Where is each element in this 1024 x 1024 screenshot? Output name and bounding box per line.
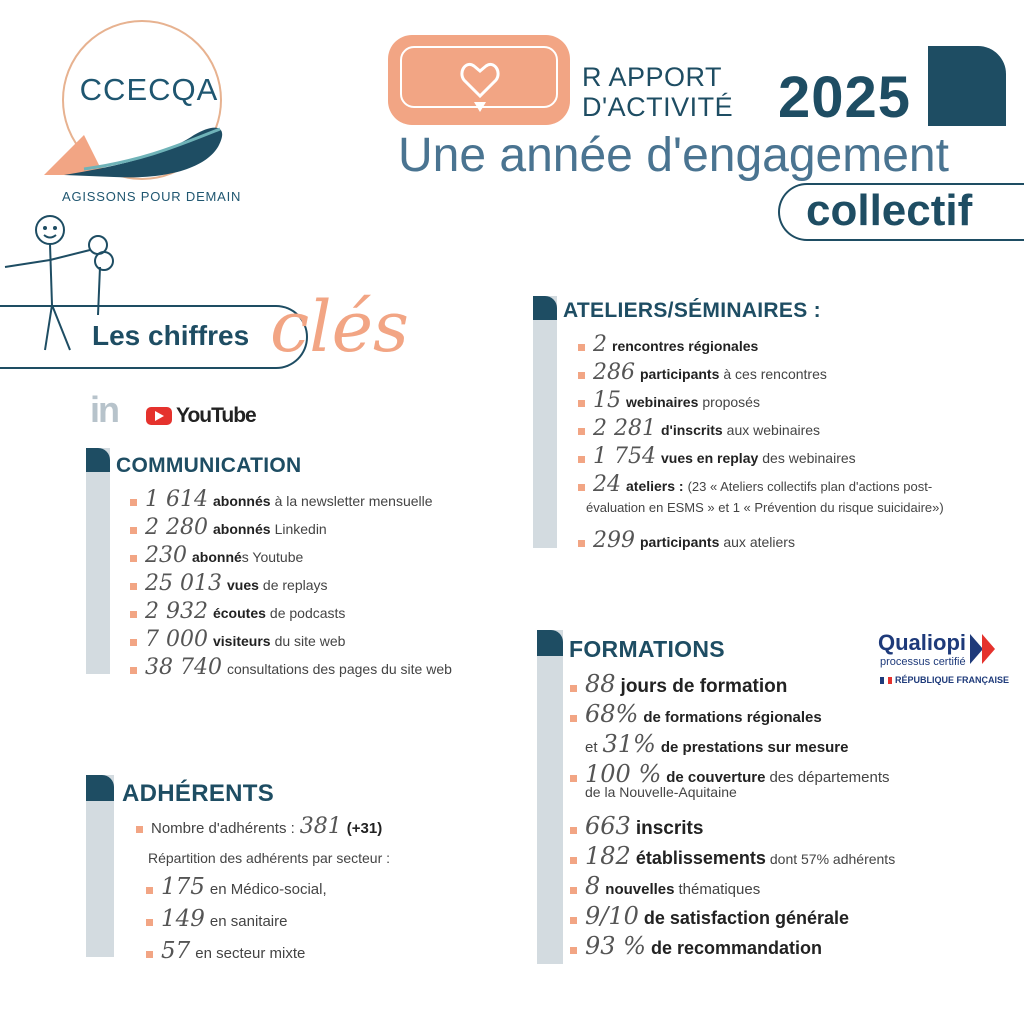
bullet bbox=[130, 527, 137, 534]
bullet bbox=[146, 919, 153, 926]
item-number: 100 % bbox=[585, 760, 662, 788]
adherents-total bbox=[136, 814, 386, 839]
list-item-continuation bbox=[578, 500, 944, 528]
list-item bbox=[570, 932, 895, 962]
bullet bbox=[130, 499, 137, 506]
report-line1: R APPORT bbox=[582, 62, 723, 92]
ateliers-bar-head bbox=[533, 296, 557, 320]
formations-bar bbox=[537, 630, 563, 964]
logo-tagline: AGISSONS POUR DEMAIN bbox=[62, 189, 242, 204]
bullet bbox=[130, 639, 137, 646]
list-item bbox=[578, 416, 944, 444]
item-bold: d'inscrits bbox=[660, 422, 723, 438]
bullet bbox=[136, 826, 143, 833]
communication-title: COMMUNICATION bbox=[116, 454, 302, 477]
item-number: 68% bbox=[585, 700, 639, 728]
bullet bbox=[570, 917, 577, 924]
qualiopi-title: Qualiopi bbox=[878, 630, 966, 655]
key-figures-title: Les chiffres bbox=[92, 320, 250, 351]
bullet bbox=[130, 611, 137, 618]
item-bold: nouvelles bbox=[605, 881, 675, 898]
flag-red bbox=[888, 677, 892, 684]
communication-list bbox=[130, 487, 452, 683]
total-number: 381 bbox=[299, 814, 342, 839]
linkedin-logo: in bbox=[90, 389, 118, 430]
item-number: 2 280 bbox=[145, 515, 208, 540]
headline: Une année d'engagement bbox=[398, 129, 949, 182]
list-item bbox=[146, 906, 327, 938]
list-item bbox=[130, 571, 452, 599]
adherents-bar-head bbox=[86, 775, 114, 801]
item-bold: abonné bbox=[192, 549, 242, 565]
item-text: (23 « Ateliers collectifs plan d'actions post- bbox=[687, 479, 933, 494]
list-item bbox=[130, 543, 452, 571]
bullet bbox=[570, 887, 577, 894]
sectors-list bbox=[146, 874, 327, 970]
item-bold: de recommandation bbox=[650, 938, 823, 958]
bullet bbox=[570, 827, 577, 834]
item-number: 149 bbox=[161, 906, 205, 932]
item-text: en sanitaire bbox=[209, 913, 288, 930]
key-figures-accent: clés bbox=[270, 286, 409, 368]
item-text: consultations des pages du site web bbox=[226, 661, 452, 677]
republique-francaise bbox=[880, 675, 1009, 685]
ateliers-bar bbox=[533, 296, 557, 548]
list-item bbox=[130, 515, 452, 543]
item-text: s Youtube bbox=[241, 549, 304, 565]
logo-name: CCECQA bbox=[79, 72, 219, 107]
total-delta: (+31) bbox=[346, 820, 383, 837]
list-item bbox=[570, 902, 895, 932]
item-number: 15 bbox=[593, 388, 621, 413]
list-item bbox=[130, 599, 452, 627]
item-number: 25 013 bbox=[145, 571, 222, 596]
youtube-play-icon bbox=[155, 411, 164, 421]
item-number: 88 bbox=[585, 670, 616, 698]
formations-bar-head bbox=[537, 630, 563, 656]
adherents-title: ADHÉRENTS bbox=[122, 780, 275, 807]
bullet bbox=[570, 947, 577, 954]
item-bold: vues bbox=[226, 577, 259, 593]
item-number: 24 bbox=[593, 472, 621, 497]
list-item-continuation bbox=[570, 784, 895, 812]
qualiopi-subtitle: processus certifié bbox=[880, 656, 966, 668]
item-bold: abonnés bbox=[212, 493, 271, 509]
list-item bbox=[570, 670, 895, 700]
list-item bbox=[570, 760, 895, 788]
item-bold: participants bbox=[640, 366, 720, 382]
item-text: à la newsletter mensuelle bbox=[274, 493, 433, 509]
item-text: proposés bbox=[702, 394, 760, 410]
item-text: thématiques bbox=[678, 881, 761, 898]
list-item bbox=[578, 444, 944, 472]
list-item bbox=[570, 872, 895, 902]
item-number: 57 bbox=[161, 938, 191, 964]
item-number: 299 bbox=[593, 528, 635, 553]
item-prefix: et bbox=[585, 739, 598, 756]
item-number: 93 % bbox=[585, 932, 646, 960]
qualiopi-arrows-icon bbox=[970, 634, 998, 664]
list-item bbox=[578, 472, 944, 500]
item-bold: rencontres régionales bbox=[612, 338, 759, 354]
republique-label: RÉPUBLIQUE FRANÇAISE bbox=[895, 675, 1010, 685]
item-number: 286 bbox=[593, 360, 635, 385]
bullet bbox=[146, 951, 153, 958]
item-bold: écoutes bbox=[212, 605, 266, 621]
list-item bbox=[570, 730, 895, 760]
bullet bbox=[570, 775, 577, 782]
list-item bbox=[578, 360, 944, 388]
formations-title: FORMATIONS bbox=[569, 636, 725, 662]
list-item bbox=[570, 700, 895, 730]
item-text: aux webinaires bbox=[726, 422, 821, 438]
bullet bbox=[578, 540, 585, 547]
item-number: 2 281 bbox=[593, 416, 656, 441]
item-number: 9/10 bbox=[585, 902, 639, 930]
headline-collectif: collectif bbox=[806, 186, 973, 235]
item-bold: vues en replay bbox=[660, 450, 759, 466]
report-label bbox=[582, 62, 733, 122]
item-number: 2 bbox=[593, 332, 607, 357]
list-item bbox=[578, 332, 944, 360]
formations-list bbox=[570, 670, 895, 962]
item-number: 230 bbox=[145, 543, 187, 568]
item-text: évaluation en ESMS » et 1 « Prévention du risque suicidaire») bbox=[586, 500, 944, 515]
bullet bbox=[578, 344, 585, 351]
item-number: 182 bbox=[585, 842, 631, 870]
list-item bbox=[146, 938, 327, 970]
item-bold: établissements bbox=[635, 848, 766, 868]
item-text: à ces rencontres bbox=[723, 366, 827, 382]
item-text: des départements bbox=[769, 769, 890, 786]
heart-icon bbox=[458, 58, 502, 114]
item-text: du site web bbox=[274, 633, 346, 649]
item-number: 38 740 bbox=[145, 655, 222, 680]
bullet bbox=[130, 667, 137, 674]
adherents-bar bbox=[86, 775, 114, 957]
item-bold: visiteurs bbox=[212, 633, 271, 649]
list-item bbox=[578, 388, 944, 416]
list-item bbox=[570, 842, 895, 872]
report-line2: D'ACTIVITÉ bbox=[582, 92, 734, 122]
item-bold: webinaires bbox=[626, 394, 699, 410]
item-text: de replays bbox=[262, 577, 328, 593]
item-text: de la Nouvelle-Aquitaine bbox=[585, 784, 737, 800]
item-number: 8 bbox=[585, 872, 601, 900]
item-text: des webinaires bbox=[762, 450, 856, 466]
qualiopi-logo bbox=[878, 630, 966, 656]
ateliers-list bbox=[578, 332, 944, 556]
youtube-label: YouTube bbox=[176, 404, 256, 427]
item-bold: participants bbox=[640, 534, 720, 550]
bullet bbox=[130, 583, 137, 590]
bullet bbox=[146, 887, 153, 894]
item-number: 31% bbox=[602, 730, 656, 758]
list-item bbox=[146, 874, 327, 906]
bullet bbox=[130, 555, 137, 562]
total-label: Nombre d'adhérents : bbox=[151, 820, 295, 837]
item-bold: de formations régionales bbox=[643, 709, 822, 726]
item-bold: jours de formation bbox=[620, 676, 788, 697]
item-number: 7 000 bbox=[145, 627, 208, 652]
item-bold: de prestations sur mesure bbox=[660, 739, 849, 756]
item-text: Linkedin bbox=[274, 521, 327, 537]
item-number: 663 bbox=[585, 812, 631, 840]
logo-wave-icon bbox=[44, 95, 244, 185]
report-year: 2025 bbox=[778, 65, 912, 130]
list-item bbox=[570, 812, 895, 842]
bullet bbox=[570, 857, 577, 864]
item-number: 1 754 bbox=[593, 444, 656, 469]
bullet bbox=[578, 484, 585, 491]
list-item bbox=[130, 655, 452, 683]
item-text: en Médico-social, bbox=[209, 881, 327, 898]
item-text: en secteur mixte bbox=[195, 945, 306, 962]
bullet bbox=[570, 685, 577, 692]
item-number: 2 932 bbox=[145, 599, 208, 624]
bullet bbox=[578, 428, 585, 435]
item-bold: abonnés bbox=[212, 521, 271, 537]
communication-bar bbox=[86, 448, 110, 674]
item-text: aux ateliers bbox=[723, 534, 795, 550]
item-text: dont 57% adhérents bbox=[769, 851, 896, 867]
item-number: 175 bbox=[161, 874, 205, 900]
repartition-label: Répartition des adhérents par secteur : bbox=[148, 850, 391, 866]
list-item bbox=[578, 528, 944, 556]
item-text: de podcasts bbox=[269, 605, 346, 621]
item-bold: de satisfaction générale bbox=[643, 908, 849, 928]
header-dark-block bbox=[928, 46, 1006, 126]
item-bold: ateliers : bbox=[626, 478, 684, 494]
item-bold: inscrits bbox=[635, 818, 704, 839]
list-item bbox=[130, 487, 452, 515]
list-item bbox=[130, 627, 452, 655]
ateliers-title: ATELIERS/SÉMINAIRES : bbox=[563, 299, 821, 322]
bullet bbox=[578, 400, 585, 407]
bullet bbox=[578, 456, 585, 463]
bullet bbox=[578, 372, 585, 379]
communication-bar-head bbox=[86, 448, 110, 472]
item-number: 1 614 bbox=[145, 487, 208, 512]
bullet bbox=[570, 715, 577, 722]
item-bold: de couverture bbox=[666, 769, 766, 786]
